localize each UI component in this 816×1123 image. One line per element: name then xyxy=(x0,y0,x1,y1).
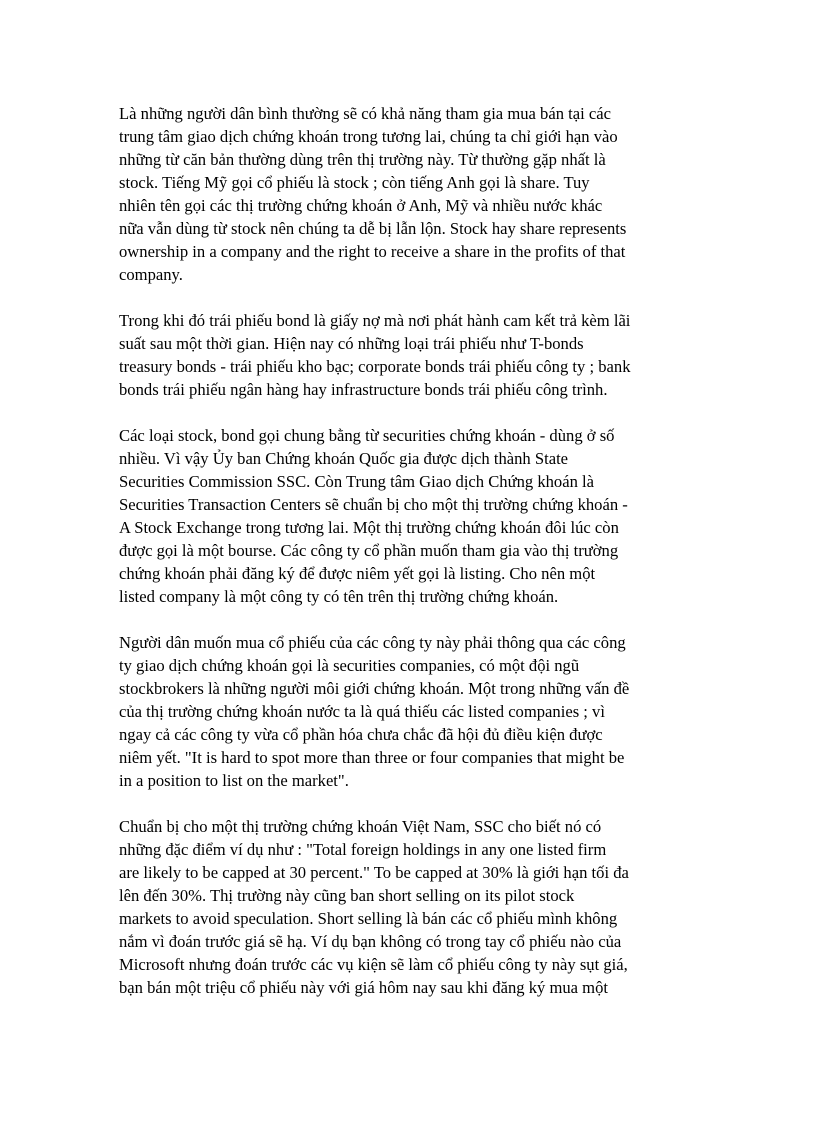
text-line: Người dân muốn mua cổ phiếu của các công ty này phải thông qua các công xyxy=(119,633,626,652)
text-line: Là những người dân bình thường sẽ có khả năng tham gia mua bán tại các xyxy=(119,104,611,123)
paragraph-3 xyxy=(119,424,701,608)
text-line: nhiều. Vì vậy Ủy ban Chứng khoán Quốc gia được dịch thành State xyxy=(119,449,569,468)
text-line: Securities Transaction Centers sẽ chuẩn bị cho một thị trường chứng khoán - xyxy=(119,495,628,514)
paragraph-1 xyxy=(119,102,701,286)
text-line: treasury bonds - trái phiếu kho bạc; corporate bonds trái phiếu công ty ; bank xyxy=(119,357,631,376)
text-line: Trong khi đó trái phiếu bond là giấy nợ mà nơi phát hành cam kết trả kèm lãi xyxy=(119,311,631,330)
text-line: niêm yết. "It is hard to spot more than three or four companies that might be xyxy=(119,748,625,767)
text-line: lên đến 30%. Thị trường này cũng ban short selling on its pilot stock xyxy=(119,886,575,905)
text-line: stockbrokers là những người môi giới chứng khoán. Một trong những vấn đề xyxy=(119,679,630,698)
text-line: bạn bán một triệu cổ phiếu này với giá hôm nay sau khi đăng ký mua một xyxy=(119,978,608,997)
text-line: những đặc điểm ví dụ như : "Total foreign holdings in any one listed firm xyxy=(119,840,607,859)
text-line: in a position to list on the market". xyxy=(119,771,349,790)
text-line: của thị trường chứng khoán nước ta là quá thiếu các listed companies ; vì xyxy=(119,702,605,721)
text-line: company. xyxy=(119,265,183,284)
paragraph-4 xyxy=(119,631,701,792)
text-line: suất sau một thời gian. Hiện nay có những loại trái phiếu như T-bonds xyxy=(119,334,584,353)
text-line: markets to avoid speculation. Short selling là bán các cổ phiếu mình không xyxy=(119,909,618,928)
text-line: are likely to be capped at 30 percent." To be capped at 30% là giới hạn tối đa xyxy=(119,863,629,882)
text-line: Securities Commission SSC. Còn Trung tâm Giao dịch Chứng khoán là xyxy=(119,472,595,491)
text-line: bonds trái phiếu ngân hàng hay infrastructure bonds trái phiếu công trình. xyxy=(119,380,608,399)
document-body xyxy=(119,102,701,1022)
text-line: A Stock Exchange trong tương lai. Một thị trường chứng khoán đôi lúc còn xyxy=(119,518,619,537)
text-line: ngay cả các công ty vừa cổ phần hóa chưa chắc đã hội đủ điều kiện được xyxy=(119,725,603,744)
text-line: Chuẩn bị cho một thị trường chứng khoán Việt Nam, SSC cho biết nó có xyxy=(119,817,602,836)
paragraph-5 xyxy=(119,815,701,999)
text-line: ownership in a company and the right to receive a share in the profits of that xyxy=(119,242,626,261)
text-line: được gọi là một bourse. Các công ty cổ phần muốn tham gia vào thị trường xyxy=(119,541,619,560)
text-line: listed company là một công ty có tên trên thị trường chứng khoán. xyxy=(119,587,559,606)
text-line: nhiên tên gọi các thị trường chứng khoán ở Anh, Mỹ và nhiều nước khác xyxy=(119,196,603,215)
text-line: ty giao dịch chứng khoán gọi là securities companies, có một đội ngũ xyxy=(119,656,580,675)
text-line: nữa vẫn dùng từ stock nên chúng ta dễ bị lẫn lộn. Stock hay share represents xyxy=(119,219,627,238)
text-line: chứng khoán phải đăng ký để được niêm yết gọi là listing. Cho nên một xyxy=(119,564,596,583)
text-line: Microsoft nhưng đoán trước các vụ kiện sẽ làm cổ phiếu công ty này sụt giá, xyxy=(119,955,628,974)
paragraph-2 xyxy=(119,309,701,401)
text-line: những từ căn bản thường dùng trên thị trường này. Từ thường gặp nhất là xyxy=(119,150,606,169)
text-line: trung tâm giao dịch chứng khoán trong tương lai, chúng ta chỉ giới hạn vào xyxy=(119,127,618,146)
text-line: stock. Tiếng Mỹ gọi cổ phiếu là stock ; còn tiếng Anh gọi là share. Tuy xyxy=(119,173,590,192)
text-line: nắm vì đoán trước giá sẽ hạ. Ví dụ bạn không có trong tay cổ phiếu nào của xyxy=(119,932,622,951)
text-line: Các loại stock, bond gọi chung bằng từ securities chứng khoán - dùng ở số xyxy=(119,426,615,445)
